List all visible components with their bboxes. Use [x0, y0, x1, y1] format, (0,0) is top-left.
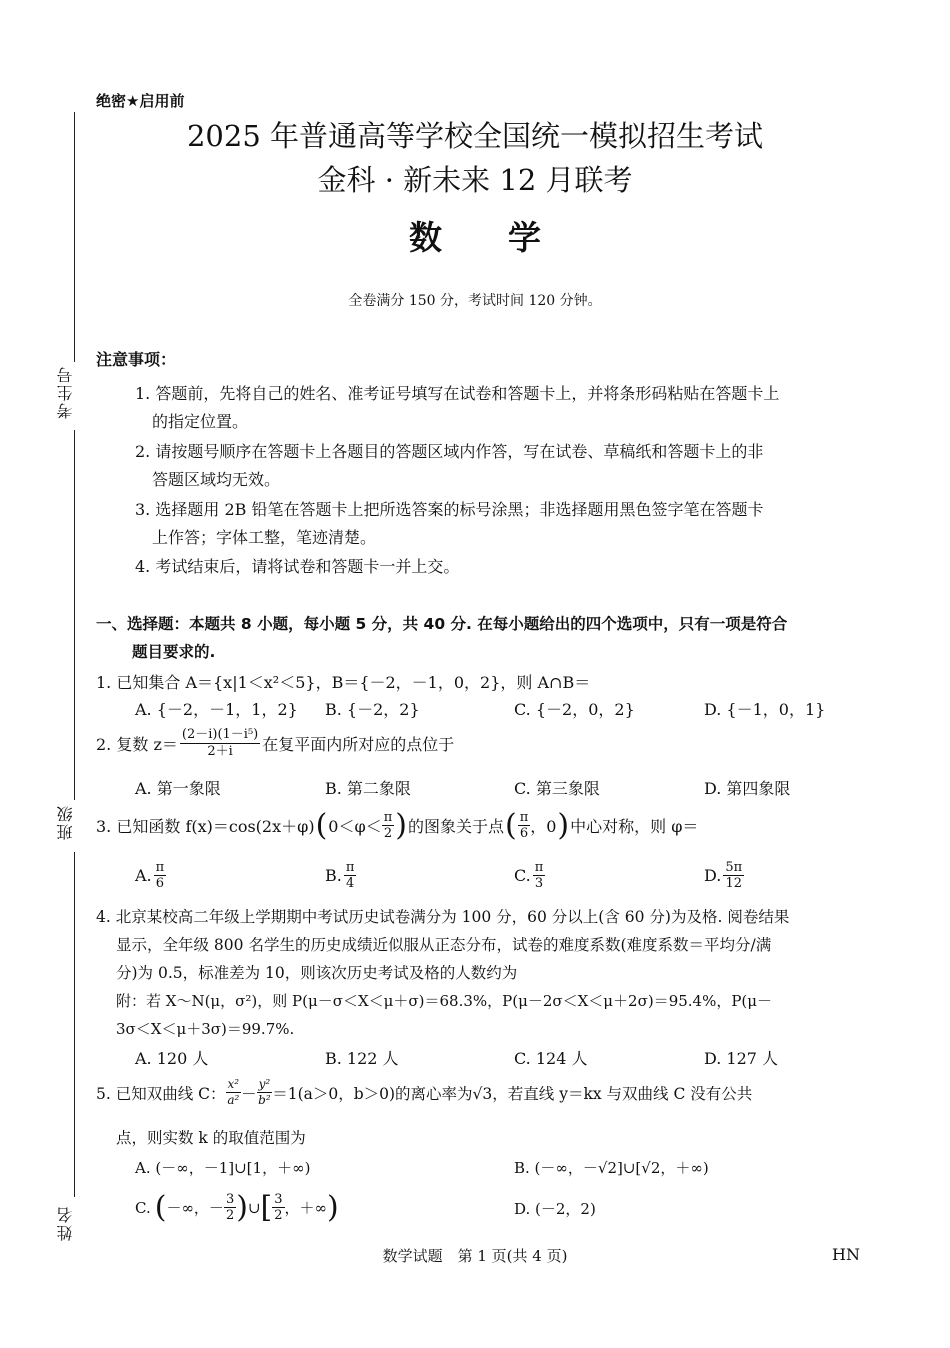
page-footer: 数学试题 第 1 页(共 4 页)	[382, 1247, 568, 1265]
q3-option-a	[135, 860, 166, 891]
q2-tail: 在复平面内所对应的点位于	[262, 735, 455, 754]
q3-option-b	[325, 860, 356, 891]
q3-option-d	[704, 860, 744, 891]
q3-option-c-frac	[533, 860, 546, 891]
q3-option-b-frac	[344, 860, 357, 891]
question-5-line2: 点，则实数 k 的取值范围为	[116, 1129, 306, 1147]
notice-item: 的指定位置。	[152, 412, 249, 431]
q1-option-b: B. {－2，2}	[325, 700, 420, 719]
question-4-line: 4. 北京某校高二年级上学期期中考试历史试卷满分为 100 分，60 分以上(含 60 分)为及格. 阅卷结果	[96, 908, 790, 926]
question-5-stem	[96, 1077, 752, 1108]
q4-option-b: B. 122 人	[325, 1049, 399, 1068]
name-label: 姓名	[56, 1205, 75, 1241]
notice-item: 3. 选择题用 2B 铅笔在答题卡上把所选答案的标号涂黑；非选择题用黑色签字笔在答题卡	[135, 500, 764, 519]
notice-item: 上作答；字体工整，笔迹清楚。	[152, 528, 377, 547]
frac-den: 4	[345, 876, 355, 891]
q1-option-c: C. {－2，0，2}	[514, 700, 635, 719]
q5-option-a: A. (－∞，－1]∪[1，＋∞)	[135, 1159, 311, 1177]
frac-num: y²	[258, 1077, 271, 1091]
notice-item: 4. 考试结束后，请将试卷和答题卡一并上交。	[135, 557, 460, 576]
q3-option-b-label: B.	[325, 866, 342, 885]
q2-fraction	[180, 727, 260, 760]
frac-den: a²	[227, 1093, 240, 1107]
secret-mark: 绝密★启用前	[96, 92, 185, 110]
q2-option-d: D. 第四象限	[704, 779, 791, 798]
frac-num: 3	[274, 1192, 283, 1207]
q3-two: 2	[383, 826, 393, 841]
question-4-note: 附：若 X～N(μ，σ²)，则 P(μ－σ＜X＜μ＋σ)＝68.3%，P(μ－2σ＜X＜μ＋2σ)＝95.4%，P(μ－	[116, 992, 773, 1010]
question-3-stem	[96, 808, 698, 843]
q3-fraction-pi-2	[382, 810, 395, 841]
q2-numerator: (2－i)(1－i⁵)	[181, 727, 259, 742]
q5-option-c	[135, 1190, 339, 1225]
q3-pi: π	[383, 810, 393, 825]
right-paren: )	[327, 1190, 339, 1225]
notice-item: 2. 请按题号顺序在答题卡上各题目的答题区域内作答，写在试卷、草稿纸和答题卡上的非	[135, 442, 764, 461]
frac-num: 5π	[725, 860, 743, 875]
left-paren: (	[315, 808, 328, 843]
q5-option-c-frac2	[272, 1192, 284, 1223]
notice-title: 注意事项：	[96, 350, 177, 369]
frac-den: 2	[225, 1208, 235, 1223]
q3-option-c-label: C.	[514, 866, 531, 885]
frac-den: 2	[274, 1208, 283, 1223]
binding-line-mid	[74, 430, 75, 800]
q5-lead: 5. 已知双曲线 C：	[96, 1084, 226, 1103]
q1-option-a: A. {－2，－1，1，2}	[135, 700, 298, 719]
right-paren: )	[557, 808, 570, 843]
q3-pi: π	[519, 810, 529, 825]
left-paren: (	[154, 1190, 167, 1225]
q5-tail: ＝1(a＞0，b＞0)的离心率为√3，若直线 y＝kx 与双曲线 C 没有公共	[272, 1084, 753, 1103]
q3-tail: 中心对称，则 φ＝	[570, 817, 699, 836]
q5-minus: －	[241, 1084, 257, 1103]
frac-den: 3	[534, 876, 544, 891]
q3-zero: ，0	[530, 817, 557, 836]
full-score: 全卷满分 150 分，考试时间 120 分钟。	[348, 293, 602, 309]
notice-item: 1. 答题前，先将自己的姓名、准考证号填写在试卷和答题卡上，并将条形码粘贴在答题卡上	[135, 384, 780, 403]
right-paren: )	[395, 808, 407, 843]
q5-frac-y	[257, 1077, 273, 1108]
q3-option-a-frac	[154, 860, 167, 891]
q3-option-d-frac	[723, 860, 744, 891]
frac-num: π	[345, 860, 355, 875]
notice-item: 答题区域均无效。	[152, 470, 281, 489]
question-1-stem: 1. 已知集合 A＝{x|1＜x²＜5}，B＝{－2，－1，0，2}，则 A∩B＝	[96, 673, 591, 692]
q2-denominator: 2＋i	[207, 744, 233, 759]
question-2-stem	[96, 727, 454, 760]
section-heading: 一、选择题：本题共 8 小题，每小题 5 分，共 40 分. 在每小题给出的四个选项中，只有一项是符合	[96, 615, 788, 633]
q2-option-c: C. 第三象限	[514, 779, 600, 798]
class-label: 班级	[56, 804, 75, 840]
q3-six: 6	[519, 826, 529, 841]
q4-option-c: C. 124 人	[514, 1049, 588, 1068]
q3-option-d-label: D.	[704, 866, 722, 885]
q1-option-d: D. {－1，0，1}	[704, 700, 826, 719]
frac-num: π	[534, 860, 544, 875]
frac-den: 6	[155, 876, 165, 891]
left-bracket: [	[260, 1190, 273, 1225]
page-subtitle: 金科 · 新未来 12 月联考	[317, 163, 633, 197]
frac-num: π	[155, 860, 165, 875]
q2-lead: 2. 复数 z＝	[96, 735, 178, 754]
q3-option-a-label: A.	[135, 866, 152, 885]
frac-num: x²	[227, 1077, 240, 1091]
q3-fraction-pi-6	[518, 810, 531, 841]
q5-option-b: B. (－∞，－√2]∪[√2，＋∞)	[514, 1159, 709, 1177]
q5-option-d: D. (－2，2)	[514, 1200, 596, 1218]
q5-option-c-part: －∞，－	[166, 1199, 224, 1217]
q2-option-a: A. 第一象限	[135, 779, 221, 798]
page-title: 2025 年普通高等学校全国统一模拟招生考试	[186, 119, 764, 153]
q4-option-a: A. 120 人	[135, 1049, 209, 1068]
exam-no-label: 考生号	[56, 365, 75, 419]
frac-den: b²	[258, 1093, 271, 1107]
footer-code: HN	[832, 1245, 860, 1264]
subject-title: 数 学	[409, 218, 541, 257]
q2-option-b: B. 第二象限	[325, 779, 411, 798]
question-4-line: 显示，全年级 800 名学生的历史成绩近似服从正态分布，试卷的难度系数(难度系数＝平均分/满	[116, 936, 772, 954]
binding-line-low	[74, 852, 75, 1197]
right-paren: )	[236, 1190, 248, 1225]
q3-mid: 的图象关于点	[407, 817, 504, 836]
question-4-line: 分)为 0.5，标准差为 10，则该次历史考试及格的人数约为	[116, 964, 518, 982]
q5-option-c-end: ，＋∞	[284, 1199, 328, 1217]
q5-option-c-frac	[224, 1192, 236, 1223]
q3-condition: 0＜φ＜	[328, 817, 382, 836]
q3-lead: 3. 已知函数 f(x)＝cos(2x＋φ)	[96, 817, 315, 836]
q4-option-d: D. 127 人	[704, 1049, 779, 1068]
section-heading-cont: 题目要求的.	[132, 643, 216, 661]
q5-option-c-label: C.	[135, 1198, 151, 1217]
q5-frac-x	[226, 1077, 242, 1108]
left-paren: (	[504, 808, 517, 843]
question-4-note: 3σ＜X＜μ＋3σ)＝99.7%.	[116, 1020, 295, 1038]
frac-num: 3	[225, 1192, 235, 1207]
frac-den: 12	[725, 876, 743, 891]
q3-option-c	[514, 860, 545, 891]
q5-union: ∪	[247, 1198, 261, 1217]
